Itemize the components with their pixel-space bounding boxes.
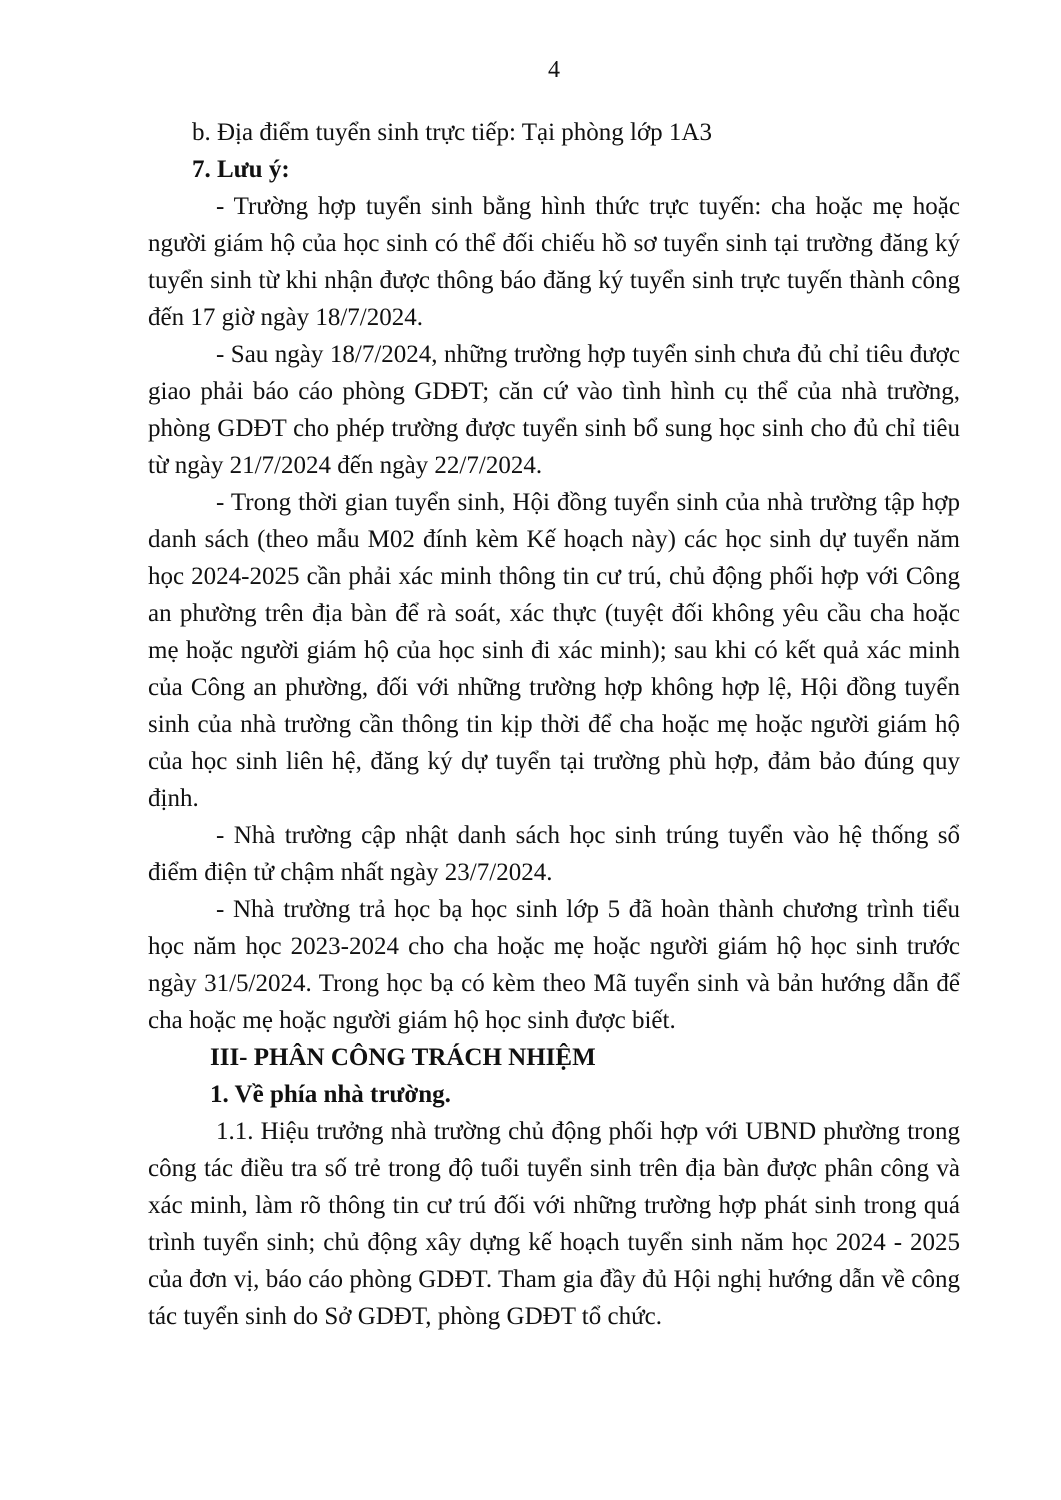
paragraph-note-after-deadline: - Sau ngày 18/7/2024, những trường hợp tuyển sinh chưa đủ chỉ tiêu được giao phải báo cáo phòng GDĐT; căn cứ vào tình hình cụ thể của nhà trường, phòng GDĐT cho phép trường được tuyển sinh bổ sung học sinh cho đủ chỉ tiêu từ ngày 21/7/2024 đến ngày 22/7/2024. — [148, 341, 960, 479]
paragraph-1-1-principal-duties: 1.1. Hiệu trưởng nhà trường chủ động phối hợp với UBND phường trong công tác điều tra số trẻ trong độ tuổi tuyển sinh trên địa bàn được phân công và xác minh, làm rõ thông tin cư trú đối với những trường hợp phát sinh trong quá trình tuyển sinh; chủ động xây dựng kế hoạch tuyển sinh năm học 2024 - 2025 của đơn vị, báo cáo phòng GDĐT. Tham gia đầy đủ Hội nghị hướng dẫn về công tác tuyển sinh do Sở GDĐT, phòng GDĐT tổ chức. — [148, 1118, 960, 1330]
paragraph-note-update-list: - Nhà trường cập nhật danh sách học sinh trúng tuyển vào hệ thống sổ điểm điện tử chậm nhất ngày 23/7/2024. — [148, 822, 960, 886]
document-body — [148, 114, 960, 1335]
paragraph-note-verification: - Trong thời gian tuyển sinh, Hội đồng tuyển sinh của nhà trường tập hợp danh sách (theo mẫu M02 đính kèm Kế hoạch này) các học sinh dự tuyển năm học 2024-2025 cần phải xác minh thông tin cư trú, chủ động phối hợp với Công an phường trên địa bàn để rà soát, xác thực (tuyệt đối không yêu cầu cha hoặc mẹ hoặc người giám hộ của học sinh đi xác minh); sau khi có kết quả xác minh của Công an phường, đối với những trường hợp không hợp lệ, Hội đồng tuyển sinh của nhà trường cần thông tin kịp thời để cha hoặc mẹ hoặc người giám hộ của học sinh liên hệ, đăng ký dự tuyển tại trường phù hợp, đảm bảo đúng quy định. — [148, 489, 960, 812]
heading-section-iii-responsibilities: III- PHÂN CÔNG TRÁCH NHIỆM — [210, 1044, 596, 1071]
heading-subsection-1-school: 1. Về phía nhà trường. — [210, 1081, 451, 1108]
page-number: 4 — [548, 57, 560, 83]
paragraph-enrollment-location: b. Địa điểm tuyển sinh trực tiếp: Tại phòng lớp 1A3 — [192, 119, 712, 146]
paragraph-note-return-records: - Nhà trường trả học bạ học sinh lớp 5 đã hoàn thành chương trình tiểu học năm học 2023-2024 cho cha hoặc mẹ hoặc người giám hộ học sinh trước ngày 31/5/2024. Trong học bạ có kèm theo Mã tuyển sinh và bản hướng dẫn để cha hoặc mẹ hoặc người giám hộ học sinh được biết. — [148, 896, 960, 1034]
heading-note: 7. Lưu ý: — [192, 156, 290, 183]
paragraph-note-online-enrollment: - Trường hợp tuyển sinh bằng hình thức trực tuyến: cha hoặc mẹ hoặc người giám hộ của học sinh có thể đối chiếu hồ sơ tuyển sinh tại trường đăng ký tuyển sinh từ khi nhận được thông báo đăng ký tuyển sinh trực tuyến thành công đến 17 giờ ngày 18/7/2024. — [148, 193, 960, 331]
